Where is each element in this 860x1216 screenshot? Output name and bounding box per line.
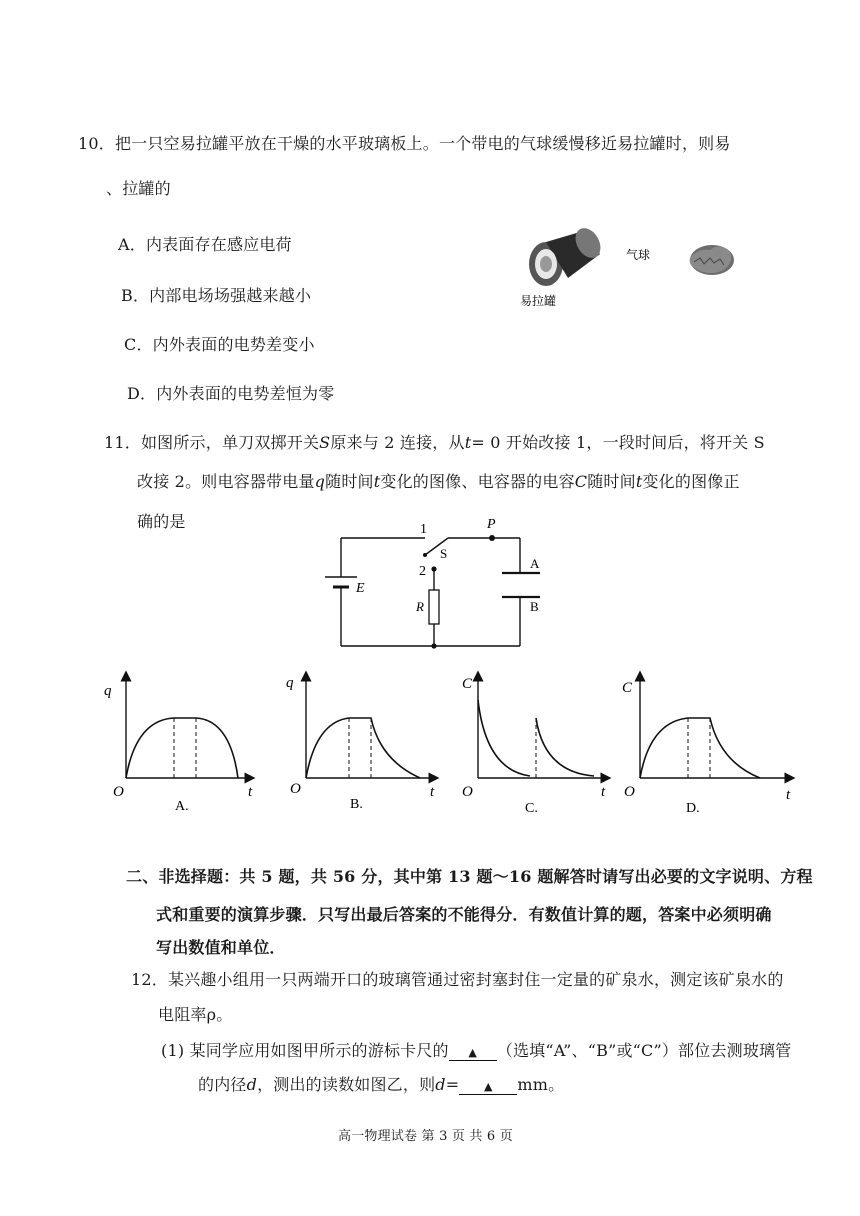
q11-stem-line2: 改接 2。则电容器带电量q随时间t变化的图像、电容器的电容C随时间t变化的图像正 bbox=[137, 472, 740, 491]
label-s: S bbox=[440, 546, 448, 561]
label-r: R bbox=[416, 599, 424, 614]
blank-marker-icon: ▲ bbox=[483, 1080, 493, 1093]
graph-a-origin: O bbox=[113, 784, 124, 800]
graph-d-caption: D. bbox=[686, 801, 700, 816]
graph-c-xlabel: t bbox=[601, 784, 606, 800]
q11-stem-line1: 11．如图所示，单刀双掷开关S原来与 2 连接，从t= 0 开始改接 1，一段时间后，将开关 S bbox=[104, 433, 765, 452]
section2-line3: 写出数值和单位． bbox=[156, 938, 286, 957]
graph-a-xlabel: t bbox=[248, 784, 253, 800]
q11-stem-line3: 确的是 bbox=[137, 512, 186, 531]
graph-b-ylabel: q bbox=[286, 675, 294, 691]
graph-b-origin: O bbox=[290, 781, 301, 797]
can-label: 易拉罐 bbox=[520, 294, 557, 308]
graph-d bbox=[622, 676, 791, 816]
section2-line1: 二、非选择题：共 5 题，共 56 分，其中第 13 题～16 题解答时请写出必要的文字说明、方程 bbox=[126, 867, 813, 886]
answer-blank-1[interactable] bbox=[449, 1041, 497, 1061]
q12-stem-line2: 电阻率ρ。 bbox=[158, 1005, 233, 1024]
label-a: A bbox=[530, 556, 540, 571]
graph-a bbox=[104, 676, 253, 814]
label-b: B bbox=[530, 599, 539, 614]
q12-stem-line1: 12．某兴趣小组用一只两端开口的玻璃管通过密封塞封住一定量的矿泉水，测定该矿泉水的 bbox=[131, 970, 784, 989]
graph-c-caption: C. bbox=[525, 801, 538, 816]
graph-c bbox=[462, 676, 606, 816]
label-e: E bbox=[356, 581, 365, 596]
section2-line2: 式和重要的演算步骤．只写出最后答案的不能得分．有数值计算的题，答案中必须明确 bbox=[156, 905, 772, 924]
graph-b-curve bbox=[306, 718, 420, 778]
graph-a-caption: A. bbox=[175, 799, 189, 814]
q10-option-a: A．内表面存在感应电荷 bbox=[118, 235, 292, 254]
label-p: P bbox=[487, 517, 496, 532]
q12-sub2: 的内径d，测出的读数如图乙，则d= ▲ mm。 bbox=[198, 1075, 565, 1094]
q10-option-c: C．内外表面的电势差变小 bbox=[124, 335, 315, 354]
graph-b-caption: B. bbox=[350, 797, 363, 812]
blank-marker-icon: ▲ bbox=[468, 1046, 478, 1059]
graph-a-curve bbox=[126, 718, 238, 778]
graph-c-origin: O bbox=[462, 784, 473, 800]
label-2: 2 bbox=[419, 564, 426, 579]
graph-d-ylabel: C bbox=[622, 680, 633, 696]
q10-option-b: B．内部电场场强越来越小 bbox=[121, 286, 312, 305]
q10-stem-line2: 、拉罐的 bbox=[106, 179, 171, 198]
page-footer: 高一物理试卷 第 3 页 共 6 页 bbox=[338, 1129, 513, 1144]
q10-option-d: D．内外表面的电势差恒为零 bbox=[127, 384, 335, 403]
graph-d-curve bbox=[640, 718, 760, 778]
graph-b bbox=[286, 675, 435, 812]
graph-a-ylabel: q bbox=[104, 683, 112, 699]
graph-d-xlabel: t bbox=[786, 787, 791, 803]
graph-d-origin: O bbox=[624, 784, 635, 800]
balloon-label: 气球 bbox=[626, 248, 651, 262]
answer-blank-2[interactable] bbox=[459, 1075, 517, 1095]
graph-c-curve1 bbox=[478, 700, 530, 776]
graph-b-xlabel: t bbox=[430, 784, 435, 800]
graph-c-curve2 bbox=[536, 718, 594, 776]
q12-sub1: (1) 某同学应用如图甲所示的游标卡尺的 ▲ （选填“A”、“B”或“C”）部位去测玻璃管 bbox=[161, 1041, 792, 1060]
label-1: 1 bbox=[420, 522, 427, 537]
graph-c-ylabel: C bbox=[462, 676, 473, 692]
q10-stem-line1: 10．把一只空易拉罐平放在干燥的水平玻璃板上。一个带电的气球缓慢移近易拉罐时，则易 bbox=[78, 134, 731, 153]
